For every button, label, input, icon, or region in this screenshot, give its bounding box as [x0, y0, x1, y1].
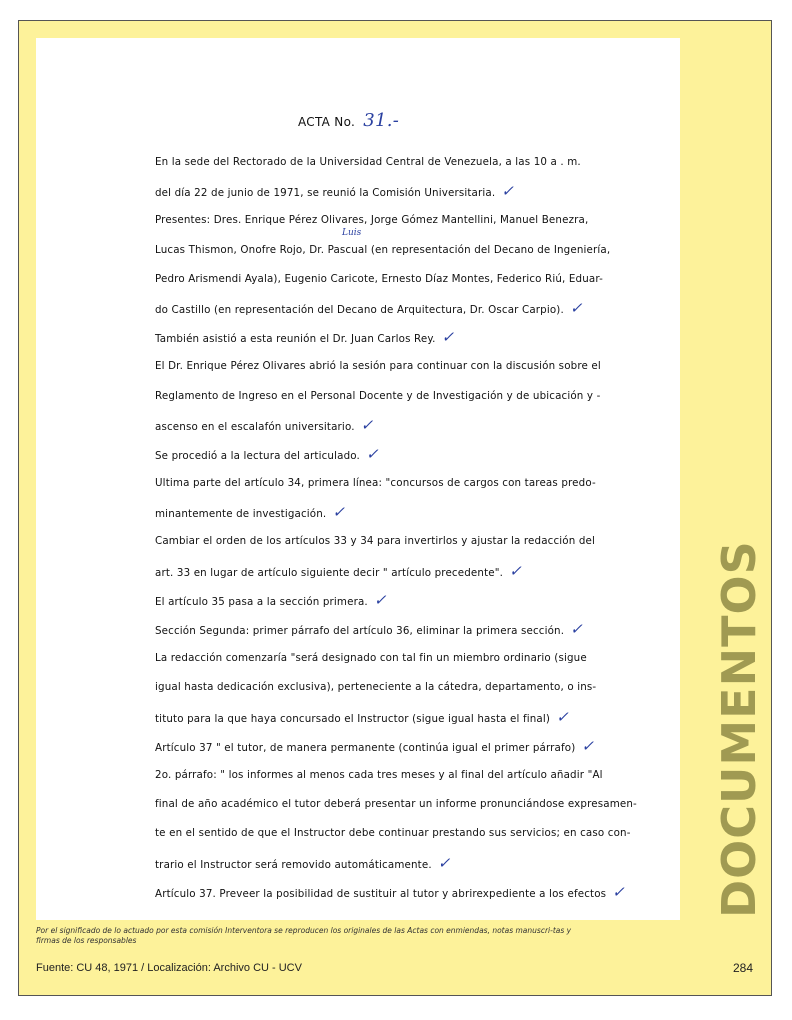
handwritten-check-mark: ✓: [612, 882, 625, 901]
handwritten-check-mark: ✓: [360, 415, 374, 434]
document-line: [155, 707, 635, 736]
line-text: Reglamento de Ingreso en el Personal Docente y de Investigación y de ubicación y -: [155, 389, 601, 402]
document-line: [155, 648, 635, 677]
line-text: art. 33 en lugar de artículo siguiente decir " artículo precedente".: [155, 566, 504, 579]
line-text: En la sede del Rectorado de la Universidad Central de Venezuela, a las 10 a . m.: [155, 156, 581, 168]
line-text: minantemente de investigación.: [155, 508, 327, 521]
handwritten-check-mark: ✓: [437, 853, 451, 872]
line-text: Artículo 37. Preveer la posibilidad de sustituir al tutor y abrirexpediente a los efectos: [155, 887, 607, 900]
acta-title: [298, 110, 399, 131]
line-text: Presentes: Dres. Enrique Pérez Olivares, Jorge Gómez Mantellini, Manuel Benezra,: [155, 214, 589, 227]
document-line: [155, 298, 635, 327]
line-text: Sección Segunda: primer párrafo del artículo 36, eliminar la primera sección.: [155, 625, 565, 637]
document-line: [155, 210, 635, 239]
handwritten-check-mark: ✓: [501, 182, 514, 201]
handwritten-check-mark: ✓: [581, 736, 595, 755]
line-text: Cambiar el orden de los artículos 33 y 34 para invertirlos y ajustar la redacción del: [155, 535, 596, 548]
line-text: También asistió a esta reunión el Dr. Juan Carlos Rey.: [155, 333, 436, 346]
line-text: Ultima parte del artículo 34, primera línea: "concursos de cargos con tareas predo-: [155, 477, 596, 490]
document-line: [155, 590, 635, 619]
document-line: [155, 561, 635, 590]
page-number: 284: [733, 961, 754, 975]
document-line: [155, 444, 635, 473]
handwritten-check-mark: ✓: [373, 590, 387, 609]
handwritten-check-mark: ✓: [569, 298, 583, 317]
line-text: La redacción comenzaría "será designado con tal fin un miembro ordinario (sigue: [155, 652, 587, 665]
handwritten-check-mark: ✓: [441, 328, 455, 347]
document-line: [155, 240, 635, 269]
line-text: El artículo 35 pasa a la sección primera.: [155, 595, 368, 608]
handwritten-annotation-luis: Luis: [342, 228, 362, 238]
document-line: [155, 677, 635, 706]
line-text: del día 22 de junio de 1971, se reunió la Comisión Universitaria.: [155, 187, 496, 200]
handwritten-check-mark: ✓: [556, 707, 569, 726]
document-body: [155, 152, 635, 911]
line-text: Se procedió a la lectura del articulado.: [155, 449, 360, 462]
source-line: Fuente: CU 48, 1971 / Localización: Archivo CU - UCV: [36, 962, 302, 974]
line-text: Artículo 37 " el tutor, de manera permanente (continúa igual el primer párrafo): [155, 741, 576, 754]
acta-number-handwritten: 31.-: [363, 110, 400, 131]
document-line: [155, 619, 635, 648]
document-line: [155, 765, 635, 794]
document-line: [155, 882, 635, 911]
document-line: [155, 327, 635, 356]
line-text: final de año académico el tutor deberá presentar un informe pronunciándose expresamen-: [155, 798, 637, 811]
line-text: do Castillo (en representación del Decano de Arquitectura, Dr. Oscar Carpio).: [155, 303, 564, 316]
line-text: ascenso en el escalafón universitario.: [155, 420, 355, 433]
handwritten-check-mark: ✓: [509, 561, 522, 580]
caption: Por el significado de lo actuado por esta comisión Interventora se reproducen los originales de las Actas con enmiendas, notas manuscri-tas y firmas de los responsables: [36, 926, 572, 945]
document-line: [155, 473, 635, 502]
line-text: trario el Instructor será removido automáticamente.: [155, 858, 432, 871]
document-line: [155, 823, 635, 852]
document-line: [155, 356, 635, 385]
section-title-vertical: DOCUMENTOS: [712, 540, 766, 918]
handwritten-check-mark: ✓: [570, 620, 583, 638]
document-line: [155, 502, 635, 531]
document-line: [155, 386, 635, 415]
document-line: [155, 152, 635, 181]
document-line: [155, 794, 635, 823]
document-line: [155, 531, 635, 560]
handwritten-check-mark: ✓: [332, 503, 346, 522]
line-text: Pedro Arismendi Ayala), Eugenio Caricote, Ernesto Díaz Montes, Federico Riú, Eduar-: [155, 272, 603, 285]
handwritten-check-mark: ✓: [365, 444, 379, 463]
document-line: [155, 269, 635, 298]
document-line: [155, 415, 635, 444]
line-text: tituto para la que haya concursado el Instructor (sigue igual hasta el final): [155, 712, 551, 725]
document-line: [155, 853, 635, 882]
document-line: [155, 736, 635, 765]
document-line: [155, 181, 635, 210]
line-text: 2o. párrafo: " los informes al menos cada tres meses y al final del artículo añadir "Al: [155, 768, 603, 781]
line-text: igual hasta dedicación exclusiva), perteneciente a la cátedra, departamento, o ins-: [155, 681, 597, 694]
acta-label: ACTA No.: [298, 115, 356, 129]
line-text: El Dr. Enrique Pérez Olivares abrió la sesión para continuar con la discusión sobre el: [155, 360, 601, 373]
line-text: Lucas Thismon, Onofre Rojo, Dr. Pascual (en representación del Decano de Ingeniería,: [155, 243, 611, 256]
line-text: te en el sentido de que el Instructor debe continuar prestando sus servicios; en caso con-: [155, 827, 631, 840]
